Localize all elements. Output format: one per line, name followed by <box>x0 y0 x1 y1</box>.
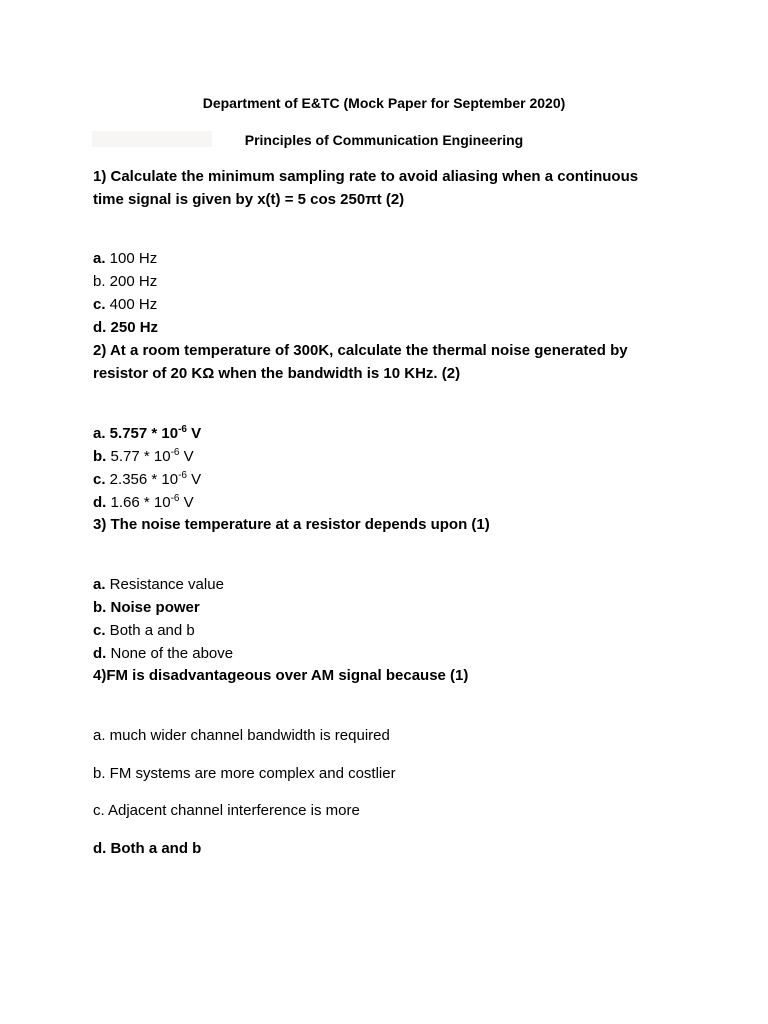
option-letter: b. <box>93 448 107 465</box>
option-letter: a. <box>93 250 106 267</box>
option-text: Resistance value <box>105 576 224 593</box>
question-4: 4)FM is disadvantageous over AM signal because (1) <box>93 667 469 684</box>
q2-option-a <box>93 425 201 443</box>
q1-option-d <box>93 319 158 337</box>
option-exponent: -6 <box>170 493 180 504</box>
question-2-line-1: 2) At a room temperature of 300K, calculate the thermal noise generated by <box>93 342 628 359</box>
q2-option-c <box>93 471 201 489</box>
option-value: 1.66 * 10 <box>106 494 171 511</box>
option-text: Noise power <box>106 599 200 616</box>
q2-option-d <box>93 494 194 512</box>
option-text: Both a and b <box>105 622 195 639</box>
question-3: 3) The noise temperature at a resistor depends upon (1) <box>93 516 490 533</box>
question-1-line-2: time signal is given by x(t) = 5 cos 250πt (2) <box>93 191 405 208</box>
option-value: 5.757 * 10 <box>105 425 179 442</box>
page-title: Department of E&TC (Mock Paper for September 2020) <box>202 95 566 111</box>
option-text: None of the above <box>106 645 234 662</box>
question-2-line-2: resistor of 20 KΩ when the bandwidth is 10 KHz. (2) <box>93 365 461 382</box>
q4-option-d: d. Both a and b <box>93 840 202 857</box>
option-value: 5.77 * 10 <box>106 448 171 465</box>
q4-option-b: b. FM systems are more complex and costlier <box>93 765 396 782</box>
option-value: 2.356 * 10 <box>105 471 179 488</box>
option-unit: V <box>179 448 194 465</box>
option-letter: c. <box>93 296 106 313</box>
option-letter: d. <box>93 319 107 336</box>
option-unit: V <box>179 494 194 511</box>
option-text: 100 Hz <box>105 250 158 267</box>
q1-option-a <box>93 250 157 268</box>
option-letter: c. <box>93 622 106 639</box>
course-title: Principles of Communication Engineering <box>244 132 524 148</box>
option-letter: b. <box>93 599 107 616</box>
option-letter: d. <box>93 645 107 662</box>
option-text: 400 Hz <box>105 296 158 313</box>
q1-option-c <box>93 296 157 314</box>
option-text: 250 Hz <box>106 319 159 336</box>
option-letter: a. <box>93 576 106 593</box>
option-unit: V <box>186 471 202 488</box>
q4-option-c: c. Adjacent channel interference is more <box>93 802 360 819</box>
option-letter: d. <box>93 494 107 511</box>
option-exponent: -6 <box>178 470 187 481</box>
option-exponent: -6 <box>178 424 187 435</box>
q3-option-b <box>93 599 200 617</box>
q3-option-a <box>93 576 224 594</box>
option-letter: c. <box>93 471 106 488</box>
option-exponent: -6 <box>170 447 180 458</box>
option-letter: a. <box>93 425 106 442</box>
q2-option-b <box>93 448 194 466</box>
q3-option-c <box>93 622 195 640</box>
option-letter: b. <box>93 273 106 290</box>
option-text: 200 Hz <box>105 273 158 290</box>
q3-option-d <box>93 645 233 663</box>
q1-option-b <box>93 273 157 291</box>
question-1-line-1: 1) Calculate the minimum sampling rate to avoid aliasing when a continuous <box>93 168 639 185</box>
option-unit: V <box>186 425 202 442</box>
q4-option-a: a. much wider channel bandwidth is required <box>93 727 390 744</box>
